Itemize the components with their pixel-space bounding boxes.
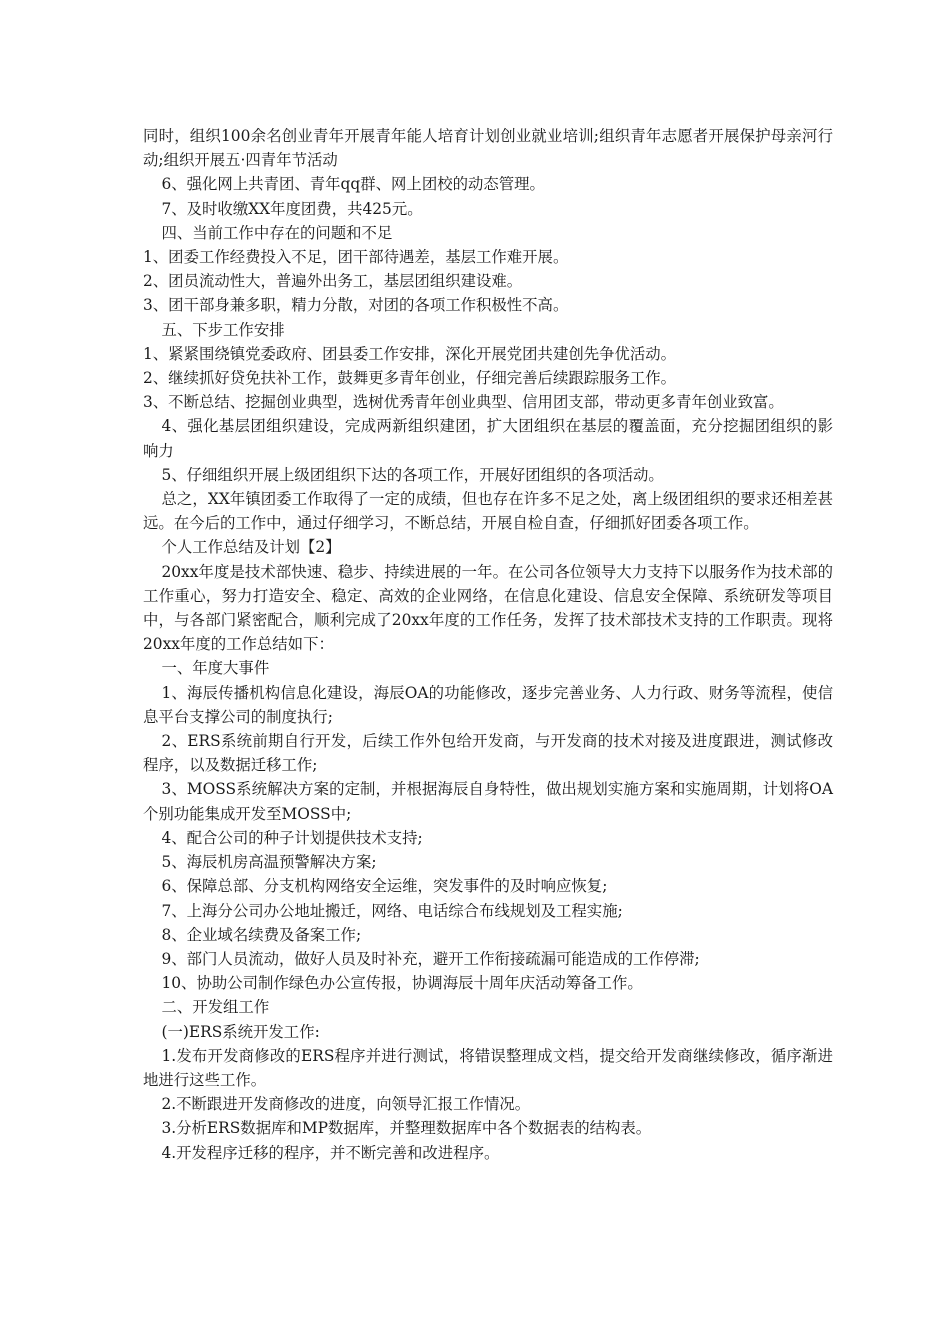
document-paragraph: 20xx年度是技术部快速、稳步、持续进展的一年。在公司各位领导大力支持下以服务作为技术部的工作重心，努力打造安全、稳定、高效的企业网络，在信息化建设、信息安全保障、系统研发等项目中，与各部门紧密配合，顺利完成了20xx年度的工作任务，发挥了技术部技术支持的工作职责。现将20xx年度的工作总结如下：: [143, 562, 833, 654]
document-paragraph: 1、团委工作经费投入不足，团干部待遇差，基层工作难开展。: [143, 248, 569, 267]
document-paragraph: 3、MOSS系统解决方案的定制，并根据海辰自身特性，做出规划实施方案和实施周期，计划将OA个别功能集成开发至MOSS中;: [143, 780, 833, 823]
document-paragraph: 7、上海分公司办公地址搬迁，网络、电话综合布线规划及工程实施;: [161, 901, 623, 920]
document-paragraph: 二、开发组工作: [161, 998, 270, 1017]
document-paragraph: 4.开发程序迁移的程序，并不断完善和改进程序。: [161, 1143, 500, 1162]
document-paragraph: 6、强化网上共青团、青年qq群、网上团校的动态管理。: [161, 175, 545, 194]
document-paragraph: 5、海辰机房高温预警解决方案;: [161, 853, 377, 872]
document-paragraph: 五、下步工作安排: [161, 320, 285, 339]
document-paragraph: 个人工作总结及计划【2】: [161, 538, 341, 557]
document-paragraph: 3、团干部身兼多职，精力分散，对团的各项工作积极性不高。: [143, 296, 569, 315]
document-paragraph: 3.分析ERS数据库和MP数据库，并整理数据库中各个数据表的结构表。: [161, 1119, 652, 1138]
document-paragraph: 7、及时收缴XX年度团费，共425元。: [161, 199, 423, 218]
document-paragraph: 2、继续抓好贷免扶补工作，鼓舞更多青年创业，仔细完善后续跟踪服务工作。: [143, 369, 677, 388]
document-paragraph: 总之，XX年镇团委工作取得了一定的成绩，但也存在许多不足之处，离上级团组织的要求还相差甚远。在今后的工作中，通过仔细学习，不断总结，开展自检自查，仔细抓好团委各项工作。: [143, 490, 833, 533]
document-paragraph: 8、企业域名续费及备案工作;: [161, 925, 362, 944]
document-paragraph: 4、配合公司的种子计划提供技术支持;: [161, 828, 423, 847]
document-paragraph: 9、部门人员流动，做好人员及时补充，避开工作衔接疏漏可能造成的工作停滞;: [161, 949, 700, 968]
document-paragraph: 2.不断跟进开发商修改的进度，向领导汇报工作情况。: [161, 1095, 531, 1114]
document-paragraph: 同时，组织100余名创业青年开展青年能人培育计划创业就业培训;组织青年志愿者开展保护母亲河行动;组织开展五·四青年节活动: [143, 127, 833, 170]
document-paragraph: 四、当前工作中存在的问题和不足: [161, 223, 393, 242]
document-paragraph: 4、强化基层团组织建设，完成两新组织建团，扩大团组织在基层的覆盖面，充分挖掘团组织的影响力: [143, 417, 833, 460]
document-paragraph: 3、不断总结、挖掘创业典型，选树优秀青年创业典型、信用团支部，带动更多青年创业致富。: [143, 393, 784, 412]
document-paragraph: 1、海辰传播机构信息化建设，海辰OA的功能修改，逐步完善业务、人力行政、财务等流程，使信息平台支撑公司的制度执行;: [143, 683, 833, 726]
document-paragraph: 6、保障总部、分支机构网络安全运维，突发事件的及时响应恢复;: [161, 877, 608, 896]
document-paragraph: (一)ERS系统开发工作:: [161, 1022, 320, 1041]
document-paragraph: 10、协助公司制作绿色办公宣传报，协调海辰十周年庆活动筹备工作。: [161, 974, 643, 993]
document-paragraph: 1、紧紧围绕镇党委政府、团县委工作安排，深化开展党团共建创先争优活动。: [143, 344, 677, 363]
document-paragraph: 2、团员流动性大，普遍外出务工，基层团组织建设难。: [143, 272, 523, 291]
document-paragraph: 5、仔细组织开展上级团组织下达的各项工作，开展好团组织的各项活动。: [161, 465, 664, 484]
document-paragraph: 2、ERS系统前期自行开发，后续工作外包给开发商，与开发商的技术对接及进度跟进，测试修改程序，以及数据迁移工作;: [143, 732, 833, 775]
document-paragraph: 1.发布开发商修改的ERS程序并进行测试，将错误整理成文档，提交给开发商继续修改，循序渐进地进行这些工作。: [143, 1046, 833, 1089]
document-paragraph: 一、年度大事件: [161, 659, 270, 678]
document-page: [143, 124, 833, 1165]
